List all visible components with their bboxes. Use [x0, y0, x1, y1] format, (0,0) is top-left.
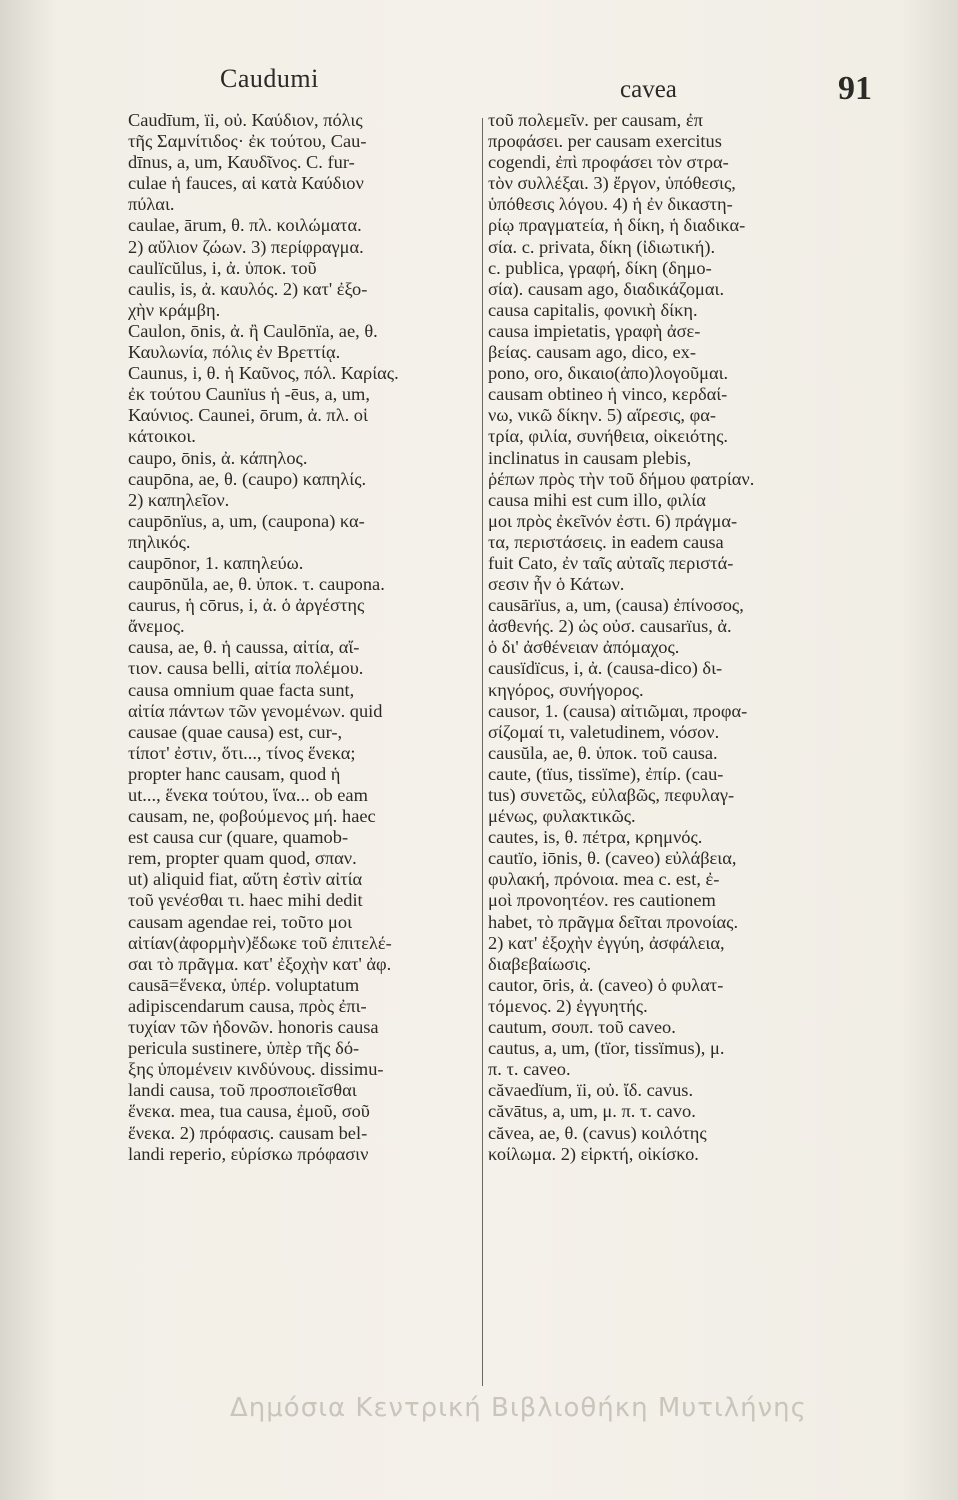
text-line: c. publica, γραφή, δίκη (δημο-	[488, 257, 712, 278]
text-line: landi causa, τοῦ προσποιεῖσθαι	[128, 1080, 357, 1101]
text-line: ξης ὑπομένειν κινδύνους. dissimu-	[128, 1059, 384, 1080]
text-line: Caunus, i, θ. ἡ Καῦνος, πόλ. Καρίας.	[128, 363, 399, 384]
text-line: causa omnium quae facta sunt,	[128, 679, 355, 700]
text-line: inclinatus in causam plebis,	[488, 447, 692, 468]
text-line: ut) aliquid fiat, αὕτη ἐστὶν αἰτία	[128, 869, 363, 890]
text-line: σία). causam ago, διαδικάζομαι.	[488, 278, 725, 299]
text-line: causa, ae, θ. ἡ caussa, αἰτία, αἴ-	[128, 637, 360, 658]
text-line: νω, νικῶ δίκην. 5) αἵρεσις, φα-	[488, 405, 716, 426]
text-line: π. τ. caveo.	[488, 1059, 571, 1080]
text-line: căvea, ae, θ. (cavus) κοιλότης	[488, 1122, 707, 1143]
text-line: cautes, is, θ. πέτρα, κρημνός.	[488, 827, 703, 848]
text-line: σαι τὸ πρᾶγμα. κατ' ἐξοχὴν κατ' ἀφ.	[128, 953, 392, 974]
text-line: causŭla, ae, θ. ὑποκ. τοῦ causa.	[488, 742, 718, 763]
text-line: causārïus, a, um, (causa) ἐπίνοσος,	[488, 595, 744, 616]
text-line: causam agendae rei, τοῦτο μοι	[128, 911, 353, 932]
text-line: χὴν κράμβη.	[128, 299, 221, 320]
text-line: κηγόρος, συνήγορος.	[488, 679, 644, 700]
text-line: 2) κατ' ἐξοχὴν ἐγγύη, ἀσφάλεια,	[488, 932, 725, 953]
text-line: cautus, a, um, (tïor, tissïmus), μ.	[488, 1038, 725, 1059]
text-line: habet, τὸ πρᾶγμα δεῖται προνοίας.	[488, 911, 739, 932]
text-line: causam obtineo ἡ vinco, κερδαί-	[488, 384, 728, 405]
text-line: πύλαι.	[128, 194, 175, 215]
text-line: 2) αὔλιον ζώων. 3) περίφραγμα.	[128, 236, 364, 257]
page-number: 91	[838, 70, 872, 107]
text-line: fuit Cato, ἐν ταῖς αὐταῖς περιστά-	[488, 552, 734, 573]
text-line: σίζομαί τι, valetudinem, νόσον.	[488, 721, 720, 742]
header-right-guide-word: cavea	[620, 76, 677, 103]
text-line: est causa cur (quare, quamob-	[128, 827, 349, 848]
text-line: cautor, ōris, ἀ. (caveo) ὁ φυλατ-	[488, 974, 724, 995]
text-line: ἕνεκα. mea, tua causa, ἐμοῦ, σοῦ	[128, 1101, 370, 1122]
text-line: caupo, ōnis, ἀ. κάπηλος.	[128, 447, 308, 468]
text-line: φυλακή, πρόνοια. mea c. est, ἐ-	[488, 869, 720, 890]
text-line: Caudīum, ïi, οὐ. Καύδιον, πόλις	[128, 110, 363, 130]
text-line: rem, propter quam quod, σπαν.	[128, 848, 357, 869]
text-line: μένως, φυλακτικῶς.	[488, 806, 636, 827]
text-line: caute, (tïus, tissïme), ἐπίρ. (cau-	[488, 763, 724, 784]
text-line: τρία, φιλία, συνήθεια, οἰκειότης.	[488, 426, 729, 447]
text-line: cogendi, ἐπὶ προφάσει τὸν στρα-	[488, 152, 729, 173]
column-divider	[482, 118, 483, 1386]
text-line: pono, oro, δικαιο(ἀπο)λογοῦμαι.	[488, 363, 729, 384]
text-line: caurus, ἡ cōrus, i, ἀ. ὁ ἀργέστης	[128, 595, 365, 616]
text-line: causa capitalis, φονικὴ δίκη.	[488, 299, 698, 320]
text-line: Caulon, ōnis, ἀ. ἢ Caulōnïa, ae, θ.	[128, 320, 378, 341]
text-line: αἰτίαν(ἀφορμὴν)ἔδωκε τοῦ ἐπιτελέ-	[128, 932, 392, 953]
text-line: căvaedïum, ïi, οὐ. ἴδ. cavus.	[488, 1080, 694, 1101]
text-line: τῆς Σαμνίτιδος· ἐκ τούτου, Cau-	[128, 131, 367, 152]
text-line: caulïcŭlus, i, ἀ. ὑποκ. τοῦ	[128, 257, 317, 278]
text-line: κάτοικοι.	[128, 426, 196, 447]
text-line: landi reperio, εὑρίσκω πρόφασιν	[128, 1143, 369, 1164]
text-line: caupōna, ae, θ. (caupo) καπηλίς.	[128, 468, 367, 489]
text-line: tus) συνετῶς, εὐλαβῶς, πεφυλαγ-	[488, 785, 735, 805]
text-line: dīnus, a, um, Καυδῖνος. C. fur-	[128, 152, 355, 173]
text-line: Καύνιος. Caunei, ōrum, ἀ. πλ. οἱ	[128, 405, 368, 426]
text-line: caupōnor, 1. καπηλεύω.	[128, 552, 304, 573]
text-line: causam, ne, φοβούμενος μή. haec	[128, 806, 376, 827]
text-line: τίποτ' ἐστιν, ὅτι..., τίνος ἕνεκα;	[128, 742, 356, 763]
left-column	[128, 110, 478, 1400]
text-line: causor, 1. (causa) αἰτιῶμαι, προφα-	[488, 700, 748, 721]
text-line: τυχίαν τῶν ἡδονῶν. honoris causa	[128, 1017, 379, 1038]
text-line: κοίλωμα. 2) εἱρκτή, οἰκίσκο.	[488, 1143, 699, 1164]
text-line: προφάσει. per causam exercitus	[488, 131, 722, 152]
text-line: τὸν συλλέξαι. 3) ἔργον, ὑπόθεσις,	[488, 173, 736, 194]
text-line: ἕνεκα. 2) πρόφασις. causam bel-	[128, 1122, 368, 1143]
text-line: ὑπόθεσις λόγου. 4) ἡ ἐν δικαστη-	[488, 194, 733, 215]
text-line: ἀσθενής. 2) ὡς οὐσ. causarïus, ἀ.	[488, 616, 732, 637]
text-line: μοι πρὸς ἐκεῖνόν ἐστι. 6) πράγμα-	[488, 510, 738, 531]
text-line: τα, περιστάσεις. in eadem causa	[488, 531, 724, 552]
text-line: Καυλωνία, πόλις ἐν Βρεττίᾳ.	[128, 342, 341, 363]
text-line: cautum, σουπ. τοῦ caveo.	[488, 1017, 676, 1038]
text-line: βείας. causam ago, dico, ex-	[488, 342, 696, 363]
page-header	[0, 62, 958, 112]
text-line: căvātus, a, um, μ. π. τ. cavo.	[488, 1101, 696, 1122]
text-line: adipiscendarum causa, πρὸς ἐπι-	[128, 995, 367, 1016]
text-line: ἐκ τούτου Caunïus ἡ -ēus, a, um,	[128, 384, 370, 405]
text-line: ρίῳ πραγματεία, ἡ δίκη, ἡ διαδικα-	[488, 215, 746, 236]
right-column	[488, 110, 876, 1400]
text-line: causa impietatis, γραφὴ ἀσε-	[488, 320, 701, 341]
text-line: culae ἡ fauces, αἱ κατὰ Καύδιον	[128, 173, 364, 194]
text-line: caulae, ārum, θ. πλ. κοιλώματα.	[128, 215, 362, 236]
text-line: 2) καπηλεῖον.	[128, 489, 230, 510]
text-line: τιον. causa belli, αἰτία πολέμου.	[128, 658, 364, 679]
library-watermark: Δημόσια Κεντρική Βιβλιοθήκη Μυτιλήνης	[230, 1393, 807, 1423]
text-line: ὁ δι' ἀσθένειαν ἀπόμαχος.	[488, 637, 680, 658]
text-line: μοὶ προνοητέον. res cautionem	[488, 890, 716, 911]
text-line: pericula sustinere, ὑπὲρ τῆς δό-	[128, 1038, 360, 1059]
text-line: τοῦ πολεμεῖν. per causam, ἐπ	[488, 110, 703, 130]
text-line: πηλικός.	[128, 531, 191, 552]
text-line: causae (quae causa) est, cur-,	[128, 721, 343, 742]
text-line: caulis, is, ἀ. καυλός. 2) κατ' ἐξο-	[128, 278, 368, 299]
text-line: causā=ἕνεκα, ὑπέρ. voluptatum	[128, 974, 360, 995]
text-line: διαβεβαίωσις.	[488, 953, 592, 974]
text-line: ῥέπων πρὸς τὴν τοῦ δήμου φατρίαν.	[488, 468, 755, 489]
text-line: ἄνεμος.	[128, 616, 185, 637]
header-left-guide-word: Caudumi	[220, 64, 319, 93]
text-line: τόμενος. 2) ἐγγυητής.	[488, 995, 648, 1016]
text-line: causa mihi est cum illo, φιλία	[488, 489, 706, 510]
text-line: σία. c. privata, δίκη (ἰδιωτική).	[488, 236, 716, 257]
text-line: τοῦ γενέσθαι τι. haec mihi dedit	[128, 890, 363, 911]
text-line: propter hanc causam, quod ἡ	[128, 763, 341, 784]
text-line: caupōnïus, a, um, (caupona) κα-	[128, 510, 365, 531]
text-line: σεσιν ἦν ὁ Κάτων.	[488, 574, 625, 595]
text-line: ut..., ἕνεκα τούτου, ἵνα... ob eam	[128, 785, 368, 805]
text-line: causïdïcus, i, ἀ. (causa-dico) δι-	[488, 658, 723, 679]
text-line: caupōnŭla, ae, θ. ὑποκ. τ. caupona.	[128, 574, 385, 595]
text-line: cautïo, iōnis, θ. (caveo) εὐλάβεια,	[488, 848, 737, 869]
text-line: αἰτία πάντων τῶν γενομένων. quid	[128, 700, 383, 721]
